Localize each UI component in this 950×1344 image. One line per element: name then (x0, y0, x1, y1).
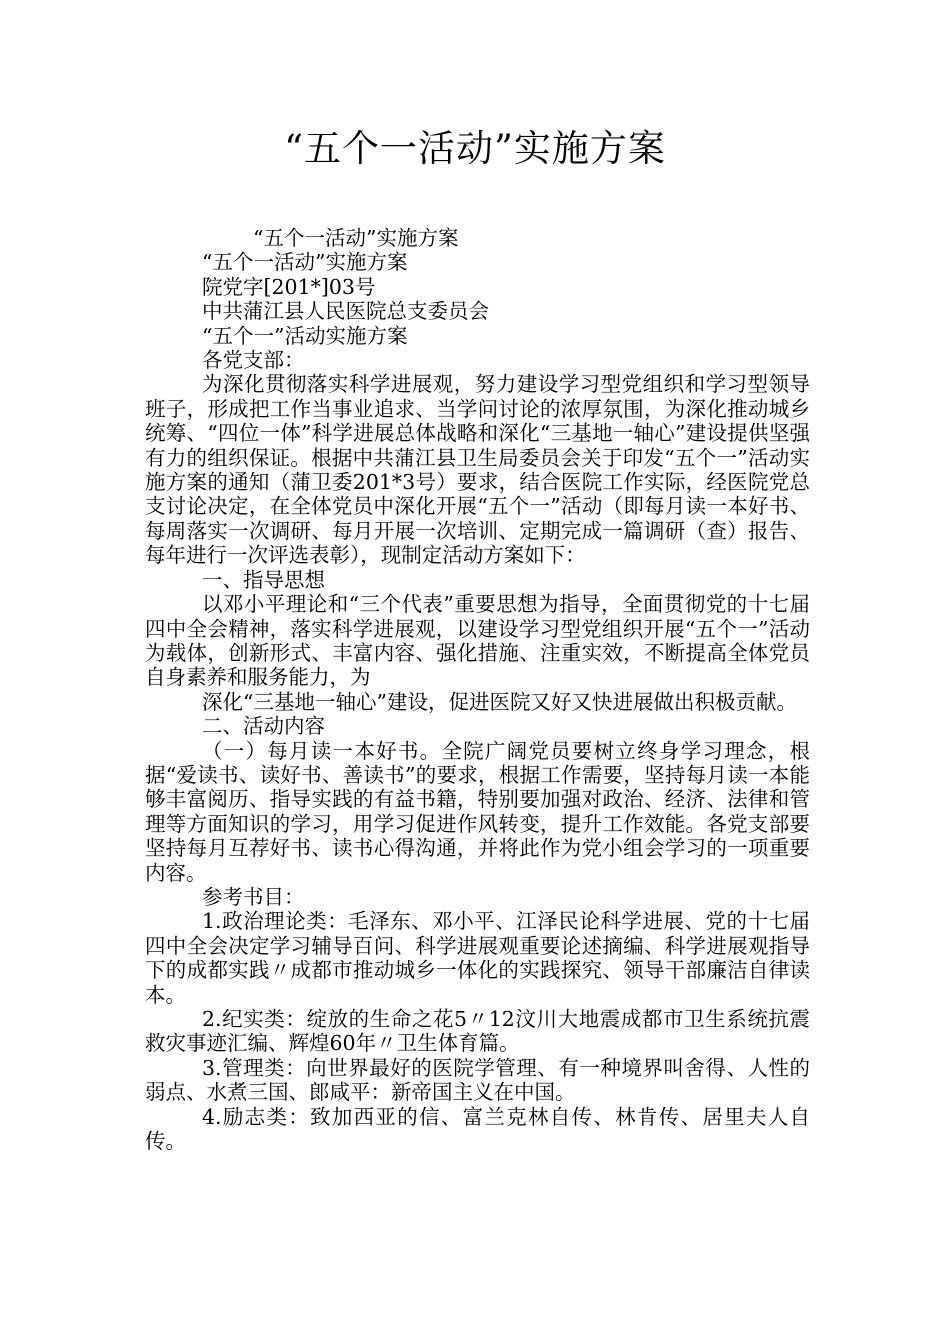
section-heading: 二、活动内容 (202, 714, 325, 739)
body-paragraph: 以邓小平理论和“三个代表”重要思想为指导，全面贯彻党的十七届四中全会精神，落实科学进展观，以建设学习型党组织开展“五个一”活动为载体，创新形式、丰富内容、强化措施、注重实效，不断提高全体党员自身素养和服务能力，为 (145, 592, 810, 690)
section-heading: 一、指导思想 (202, 567, 325, 592)
plan-name-line: “五个一”活动实施方案 (202, 323, 408, 348)
issuer-line: 中共蒲江县人民医院总支委员会 (202, 299, 489, 324)
document-title: “五个一活动”实施方案 (284, 127, 666, 170)
body-paragraph: 深化“三基地一轴心”建设，促进医院又好又快进展做出积极贡献。 (202, 689, 797, 714)
document-number: 院党字[201*]03号 (202, 274, 376, 299)
intro-paragraph: 为深化贯彻落实科学进展观，努力建设学习型党组织和学习型领导班子，形成把工作当事业追求、当学问讨论的浓厚氛围，为深化推动城乡统筹、“四位一体”科学进展总体战略和深化“三基地一轴心”建设提供坚强有力的组织保证。根据中共蒲江县卫生局委员会关于印发“五个一”活动实施方案的通知（蒲卫委201*3号）要求，结合医院工作实际，经医院党总支讨论决定，在全体党员中深化开展“五个一”活动（即每月读一本好书、每周落实一次调研、每月开展一次培训、定期完成一篇调研（查）报告、每年进行一次评选表彰），现制定活动方案如下： (145, 372, 810, 568)
book-list-item: 3.管理类：向世界最好的医院学管理、有一种境界叫舍得、人性的弱点、水煮三国、郎咸平：新帝国主义在中国。 (145, 1055, 810, 1105)
salutation: 各党支部： (202, 348, 305, 373)
book-list-item: 2.纪实类：绽放的生命之花5〃12汶川大地震成都市卫生系统抗震救灾事迹汇编、辉煌60年〃卫生体育篇。 (145, 1007, 810, 1056)
document-body (145, 226, 810, 1153)
book-list-item: 4.励志类：致加西亚的信、富兰克林自传、林肯传、居里夫人自传。 (145, 1104, 810, 1154)
book-list-item: 1.政治理论类：毛泽东、邓小平、江泽民论科学进展、党的十七届四中全会决定学习辅导百问、科学进展观重要论述摘编、科学进展观指导下的成都实践〃成都市推动城乡一体化的实践探究、领导干部廉洁自律读本。 (145, 909, 810, 1007)
body-paragraph: （一）每月读一本好书。全院广阔党员要树立终身学习理念，根据“爱读书、读好书、善读书”的要求，根据工作需要，坚持每月读一本能够丰富阅历、指导实践的有益书籍，特别要加强对政治、经济、法律和管理等方面知识的学习，用学习促进作风转变，提升工作效能。各党支部要坚持每月互荐好书、读书心得沟通，并将此作为党小组会学习的一项重要内容。 (145, 738, 810, 885)
subtitle-line: “五个一活动”实施方案 (253, 226, 459, 250)
books-heading: 参考书目： (202, 884, 305, 909)
subtitle-line: “五个一活动”实施方案 (202, 250, 408, 275)
